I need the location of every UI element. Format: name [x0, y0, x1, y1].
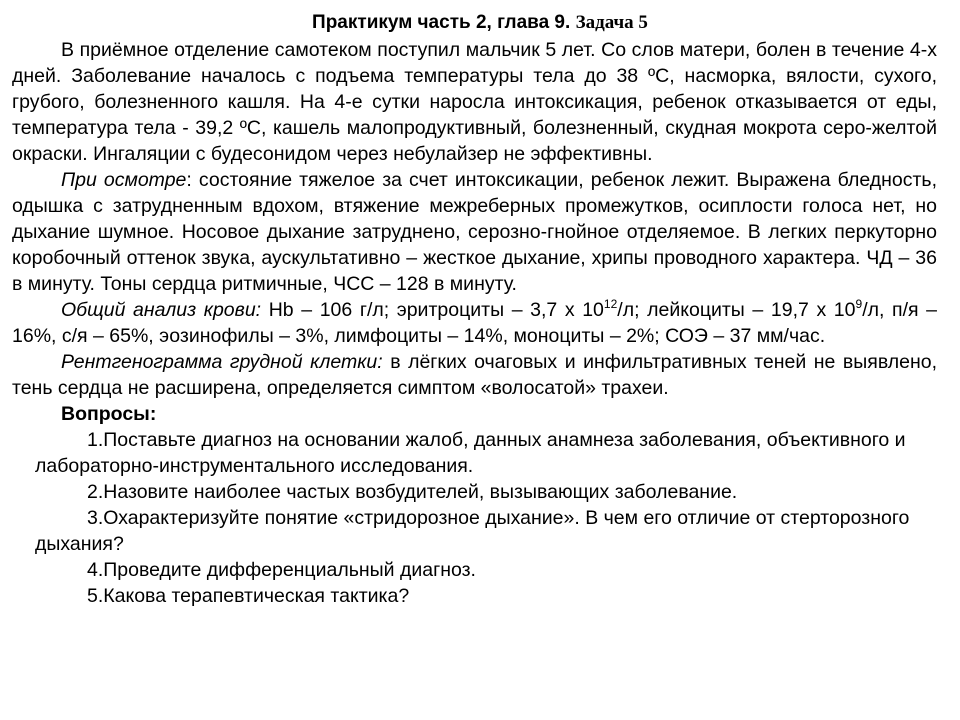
page-title	[0, 10, 960, 36]
task-body	[12, 37, 937, 609]
question-item-1: 1.Поставьте диагноз на основании жалоб, данных анамнеза заболевания, объективного и лабораторно-инструментального исследования.	[35, 429, 906, 477]
blood-text-3: /л, п/я – 16%, с/я – 65%, эозинофилы – 3%, лимфоциты – 14%, моноциты – 2%; СОЭ – 37 мм/час.	[12, 299, 937, 347]
question-item-5: 5.Какова терапевтическая тактика?	[87, 585, 410, 607]
blood-exponent-1: 12	[603, 297, 618, 311]
blood-exponent-2: 9	[855, 297, 863, 311]
exam-label: При осмотре	[61, 169, 187, 191]
case-intro-paragraph: В приёмное отделение самотеком поступил мальчик 5 лет. Со слов матери, болен в течение 4-х дней. Заболевание началось с подъема температуры тела до 38 ºС, насморка, вялости, сухого, грубого, болезненного кашля. На 4-е сутки наросла интоксикация, ребенок отказывается от еды, температура тела - 39,2 ºС, кашель малопродуктивный, болезненный, скудная мокрота серо-желтой окраски. Ингаляции с будесонидом через небулайзер не эффективны.	[12, 39, 937, 165]
title-main: Практикум часть 2, глава 9.	[312, 12, 571, 33]
questions-heading: Вопросы:	[61, 403, 157, 425]
blood-text-2: /л; лейкоциты – 19,7 х 10	[617, 299, 856, 321]
xray-label: Рентгенограмма грудной клетки:	[61, 351, 383, 373]
title-task: Задача 5	[575, 12, 648, 33]
blood-label: Общий анализ крови:	[61, 299, 262, 321]
exam-paragraph	[12, 167, 937, 297]
blood-text-1: Hb – 106 г/л; эритроциты – 3,7 х 10	[261, 299, 604, 321]
xray-paragraph	[12, 349, 937, 401]
question-item-3: 3.Охарактеризуйте понятие «стридорозное дыхание». В чем его отличие от стерторозного дыхания?	[35, 507, 910, 555]
xray-text: в лёгких очаговых и инфильтративных теней не выявлено, тень сердца не расширена, определяется симптом «волосатой» трахеи.	[12, 351, 937, 399]
exam-text: : состояние тяжелое за счет интоксикации, ребенок лежит. Выражена бледность, одышка с затрудненным вдохом, втяжение межреберных промежутков, осиплости голоса нет, но дыхание шумное. Носовое дыхание затруднено, серозно-гнойное отделяемое. В легких перкуторно коробочный оттенок звука, аускультативно – жесткое дыхание, хрипы проводного характера. ЧД – 36 в минуту. Тоны сердца ритмичные, ЧСС – 128 в минуту.	[12, 169, 937, 295]
question-item-4: 4.Проведите дифференциальный диагноз.	[87, 559, 476, 581]
question-item-2: 2.Назовите наиболее частых возбудителей, вызывающих заболевание.	[87, 481, 738, 503]
blood-test-paragraph	[12, 297, 937, 349]
